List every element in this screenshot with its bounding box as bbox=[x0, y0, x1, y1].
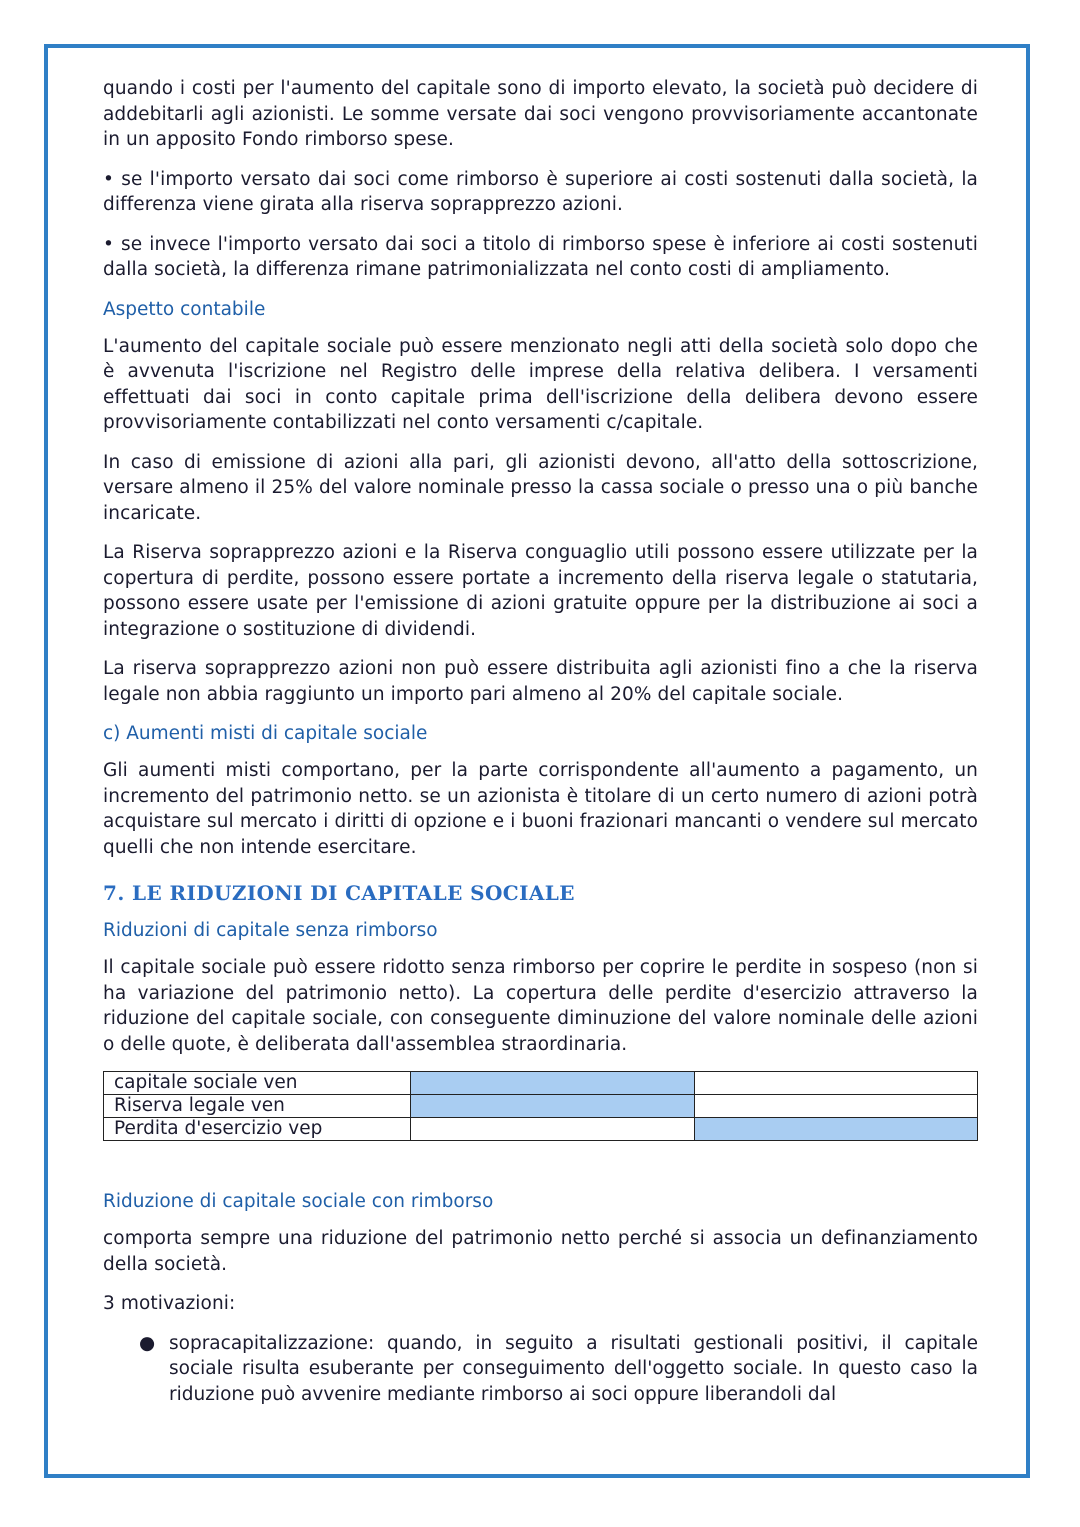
paragraph-aumenti-misti: Gli aumenti misti comportano, per la parte corrispondente all'aumento a pagamento, un incremento del patrimonio netto. se un azionista è titolare di un certo numero di azioni potrà acquistare sul mercato i diritti di opzione e i buoni frazionari mancanti o vendere sul mercato quelli che non intende esercitare. bbox=[103, 760, 978, 858]
avere-cell-filled bbox=[694, 1118, 977, 1141]
motivazioni-list bbox=[103, 1331, 978, 1408]
heading-aumenti-misti: c) Aumenti misti di capitale sociale bbox=[103, 723, 428, 744]
section-title-riduzioni: 7. LE RIDUZIONI DI CAPITALE SOCIALE bbox=[103, 881, 575, 905]
account-label: Riserva legale ven bbox=[104, 1095, 411, 1118]
dare-cell-filled bbox=[411, 1072, 694, 1095]
heading-aspetto-contabile: Aspetto contabile bbox=[103, 298, 266, 320]
account-label: capitale sociale ven bbox=[104, 1072, 411, 1095]
journal-table bbox=[103, 1071, 978, 1141]
document-body bbox=[103, 76, 978, 1407]
avere-cell-empty bbox=[694, 1072, 977, 1095]
account-label: Perdita d'esercizio vep bbox=[104, 1118, 411, 1141]
paragraph-senza-rimborso: Il capitale sociale può essere ridotto senza rimborso per coprire le perdite in sospeso (non si ha variazione del patrimonio netto). La copertura delle perdite d'esercizio attraverso la riduzione del capitale sociale, con conseguente diminuzione del valore nominale delle azioni o delle quote, è deliberata dall'assemblea straordinaria. bbox=[103, 957, 978, 1055]
paragraph-fondo-rimborso: quando i costi per l'aumento del capitale sono di importo elevato, la società può decidere di addebitarli agli azionisti. Le somme versate dai soci vengono provvisoriamente accantonate in un apposito Fondo rimborso spese. bbox=[103, 78, 978, 150]
bullet-icon: ● bbox=[139, 1332, 156, 1354]
table-row bbox=[104, 1118, 978, 1141]
avere-cell-empty bbox=[694, 1095, 977, 1118]
paragraph-rimborso-superiore: • se l'importo versato dai soci come rimborso è superiore ai costi sostenuti dalla società, la differenza viene girata alla riserva soprapprezzo azioni. bbox=[103, 168, 978, 215]
paragraph-aspetto-1: L'aumento del capitale sociale può essere menzionato negli atti della società solo dopo che è avvenuta l'iscrizione nel Registro delle imprese della relativa delibera. I versamenti effettuati dai soci in conto capitale prima dell'iscrizione della delibera devono essere provvisoriamente contabilizzati nel conto versamenti c/capitale. bbox=[103, 335, 978, 433]
label-motivazioni: 3 motivazioni: bbox=[103, 1293, 236, 1314]
paragraph-rimborso-inferiore: • se invece l'importo versato dai soci a titolo di rimborso spese è inferiore ai costi sostenuti dalla società, la differenza rimane patrimonializzata nel conto costi di ampliamento. bbox=[103, 233, 978, 280]
heading-senza-rimborso: Riduzioni di capitale senza rimborso bbox=[103, 920, 438, 941]
paragraph-con-rimborso: comporta sempre una riduzione del patrimonio netto perché si associa un definanziamento della società. bbox=[103, 1228, 978, 1275]
dare-cell-empty bbox=[411, 1118, 694, 1141]
table-row bbox=[104, 1095, 978, 1118]
paragraph-aspetto-4: La riserva soprapprezzo azioni non può essere distribuita agli azionisti fino a che la riserva legale non abbia raggiunto un importo pari almeno al 20% del capitale sociale. bbox=[103, 658, 978, 705]
list-item-text: sopracapitalizzazione: quando, in seguito a risultati gestionali positivi, il capitale sociale risulta esuberante per conseguimento dell'oggetto sociale. In questo caso la riduzione può avvenire mediante rimborso ai soci oppure liberandoli dal bbox=[169, 1332, 978, 1405]
list-item bbox=[139, 1331, 978, 1408]
paragraph-aspetto-2: In caso di emissione di azioni alla pari, gli azionisti devono, all'atto della sottoscrizione, versare almeno il 25% del valore nominale presso la cassa sociale o presso una o più banche incaricate. bbox=[103, 451, 978, 524]
table-row bbox=[104, 1072, 978, 1095]
paragraph-aspetto-3: La Riserva soprapprezzo azioni e la Riserva conguaglio utili possono essere utilizzate per la copertura di perdite, possono essere portate a incremento della riserva legale o statutaria, possono essere usate per l'emissione di azioni gratuite oppure per la distribuzione ai soci a integrazione o sostituzione di dividendi. bbox=[103, 542, 978, 640]
heading-con-rimborso: Riduzione di capitale sociale con rimborso bbox=[103, 1191, 494, 1212]
dare-cell-filled bbox=[411, 1095, 694, 1118]
